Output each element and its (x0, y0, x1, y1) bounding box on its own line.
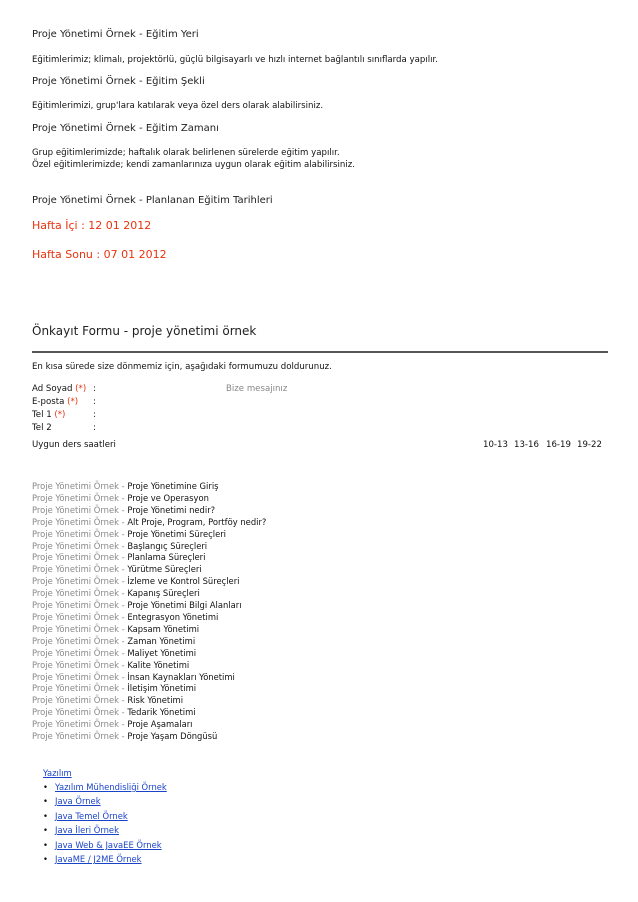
egitim-yeri-text: Eğitimlerimiz; klimalı, projektörlü, güçlü bilgisayarlı ve hızlı internet bağlantılı sınıflarda yapılır. (32, 55, 438, 65)
topic-item[interactable]: Proje Yönetimi Örnek - İzleme ve Kontrol Süreçleri (32, 576, 240, 587)
tel2-colon: : (93, 423, 96, 433)
bullet-icon: • (43, 782, 48, 792)
topic-item[interactable]: Proje Yönetimi Örnek - Proje Yaşam Döngüsü (32, 731, 218, 742)
topic-item[interactable]: Proje Yönetimi Örnek - Kapanış Süreçleri (32, 588, 200, 599)
link-javame[interactable]: JavaME / J2ME Örnek (55, 854, 142, 864)
topic-item[interactable]: Proje Yönetimi Örnek - Planlama Süreçleri (32, 552, 206, 563)
topic-item[interactable]: Proje Yönetimi Örnek - Yürütme Süreçleri (32, 564, 202, 575)
message-textarea[interactable]: Bize mesajınız (226, 384, 288, 394)
topic-item[interactable]: Proje Yönetimi Örnek - Proje Yönetimine Giriş (32, 481, 219, 491)
topic-item[interactable]: Proje Yönetimi Örnek - Proje Yönetimi nedir? (32, 504, 216, 515)
topic-item[interactable]: Proje Yönetimi Örnek - Maliyet Yönetimi (32, 647, 197, 658)
hafta-ici-date: Hafta İçi : 12 01 2012 (32, 219, 152, 232)
bullet-icon: • (43, 840, 48, 850)
topic-item[interactable]: Proje Yönetimi Örnek - Risk Yönetimi (32, 695, 184, 706)
hour-option-13-16[interactable]: 13-16 (514, 440, 539, 450)
topic-item[interactable]: Proje Yönetimi Örnek - Entegrasyon Yönetimi (32, 611, 219, 622)
uygun-ders-saatleri-label: Uygun ders saatleri (32, 440, 116, 450)
topic-item[interactable]: Proje Yönetimi Örnek - İletişim Yönetimi (32, 683, 197, 694)
tel1-label: Tel 1 (*) (32, 410, 66, 420)
topic-item[interactable]: Proje Yönetimi Örnek - İnsan Kaynakları Yönetimi (32, 671, 235, 682)
egitim-zamani-text-2: Özel eğitimlerimizde; kendi zamanlarınıza uygun olarak eğitim alabilirsiniz. (32, 160, 355, 170)
eposta-colon: : (93, 397, 96, 407)
bullet-icon: • (43, 825, 48, 835)
form-divider (32, 351, 608, 353)
topic-item[interactable]: Proje Yönetimi Örnek - Zaman Yönetimi (32, 635, 196, 646)
link-java[interactable]: Java Örnek (55, 796, 101, 806)
topic-item[interactable]: Proje Yönetimi Örnek - Kalite Yönetimi (32, 659, 190, 670)
link-java-web[interactable]: Java Web & JavaEE Örnek (55, 840, 162, 850)
egitim-zamani-title: Proje Yönetimi Örnek - Eğitim Zamanı (32, 123, 219, 134)
egitim-sekli-title: Proje Yönetimi Örnek - Eğitim Şekli (32, 76, 205, 87)
egitim-yeri-title: Proje Yönetimi Örnek - Eğitim Yeri (32, 29, 199, 40)
egitim-zamani-text-1: Grup eğitimlerimizde; haftalık olarak belirlenen sürelerde eğitim yapılır. (32, 148, 340, 158)
topic-item[interactable]: Proje Yönetimi Örnek - Tedarik Yönetimi (32, 707, 196, 718)
hour-option-19-22[interactable]: 19-22 (577, 440, 602, 450)
topic-item[interactable]: Proje Yönetimi Örnek - Proje ve Operasyon (32, 492, 209, 503)
hour-option-10-13[interactable]: 10-13 (483, 440, 508, 450)
topic-item[interactable]: Proje Yönetimi Örnek - Alt Proje, Program, Portföy nedir? (32, 516, 267, 527)
hafta-sonu-date: Hafta Sonu : 07 01 2012 (32, 248, 167, 261)
topic-item[interactable]: Proje Yönetimi Örnek - Başlangıç Süreçleri (32, 540, 208, 551)
ad-soyad-colon: : (93, 384, 96, 394)
topic-list (32, 481, 266, 743)
topic-item[interactable]: Proje Yönetimi Örnek - Proje Aşamaları (32, 719, 193, 730)
yazilim-heading-link[interactable]: Yazılım (43, 768, 72, 778)
tel2-label: Tel 2 (32, 423, 52, 433)
form-intro: En kısa sürede size dönmemiz için, aşağıdaki formumuzu doldurunuz. (32, 362, 332, 372)
topic-item[interactable]: Proje Yönetimi Örnek - Kapsam Yönetimi (32, 623, 200, 634)
egitim-sekli-text: Eğitimlerimizi, grup'lara katılarak veya özel ders olarak alabilirsiniz. (32, 101, 324, 111)
bullet-icon: • (43, 854, 48, 864)
eposta-label: E-posta (*) (32, 397, 79, 407)
topic-item[interactable]: Proje Yönetimi Örnek - Proje Yönetimi Süreçleri (32, 528, 226, 539)
tel1-colon: : (93, 410, 96, 420)
onkayit-form-title: Önkayıt Formu - proje yönetimi örnek (32, 324, 257, 338)
bullet-icon: • (43, 796, 48, 806)
bullet-icon: • (43, 811, 48, 821)
link-java-temel[interactable]: Java Temel Örnek (55, 811, 128, 821)
hour-option-16-19[interactable]: 16-19 (546, 440, 571, 450)
link-yazilim-muhendisligi[interactable]: Yazılım Mühendisliği Örnek (55, 782, 167, 792)
topic-item[interactable]: Proje Yönetimi Örnek - Proje Yönetimi Bilgi Alanları (32, 600, 242, 611)
planlanan-tarihler-title: Proje Yönetimi Örnek - Planlanan Eğitim Tarihleri (32, 195, 273, 206)
link-java-ileri[interactable]: Java İleri Örnek (55, 825, 119, 835)
ad-soyad-label: Ad Soyad (*) (32, 384, 87, 394)
